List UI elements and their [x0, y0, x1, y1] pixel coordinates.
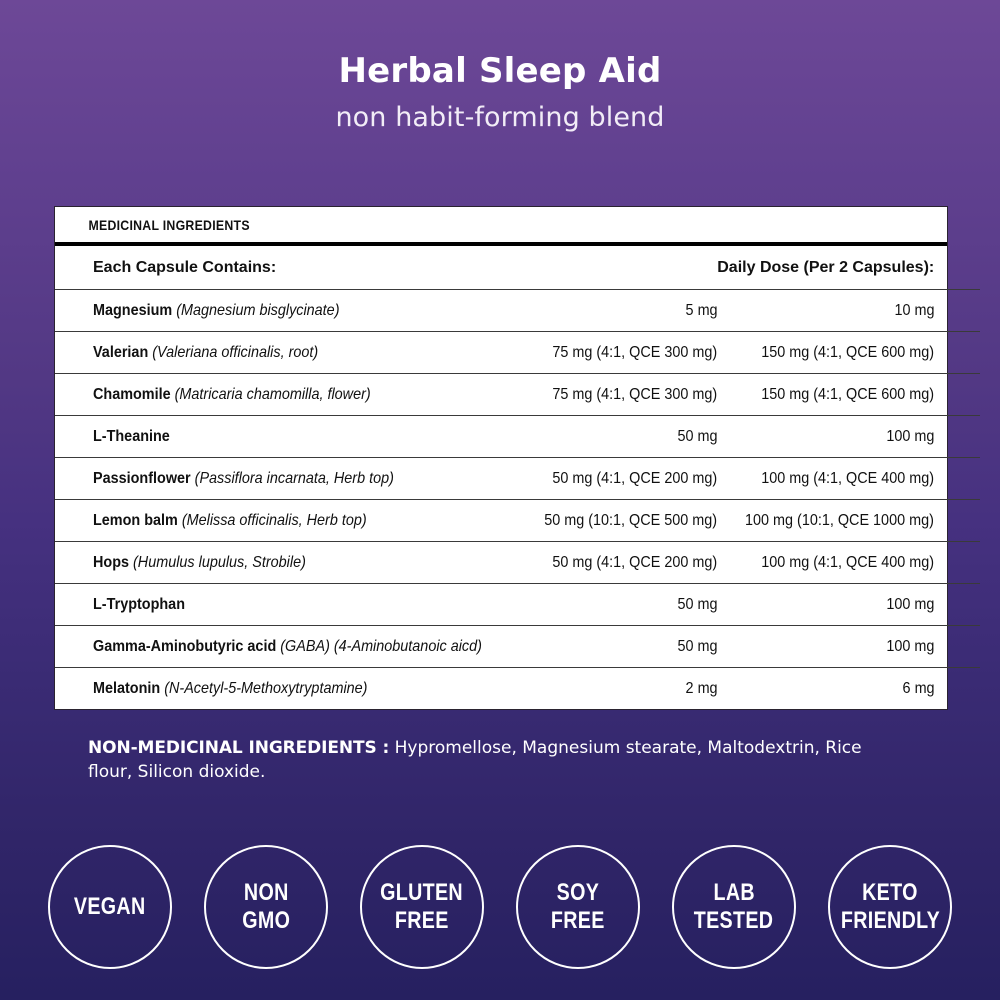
per-capsule-amount: 50 mg	[677, 596, 718, 613]
badge-line-2: TESTED	[694, 907, 774, 934]
badge-line-1: LAB	[713, 879, 755, 907]
daily-dose-amount: 100 mg (10:1, QCE 1000 mg)	[745, 512, 935, 529]
table-row	[55, 374, 980, 416]
ingredient-daily-dose-cell	[717, 290, 980, 332]
ingredient-name: Passionflower	[93, 470, 191, 487]
column-header-each	[525, 246, 717, 290]
per-capsule-amount: 75 mg (4:1, QCE 300 mg)	[552, 386, 718, 403]
ingredient-daily-dose-cell	[717, 332, 980, 374]
page-title: Herbal Sleep Aid	[338, 51, 662, 91]
badge-vegan	[48, 845, 172, 969]
certification-badges	[0, 845, 1000, 969]
ingredient-daily-dose-cell	[717, 584, 980, 626]
non-medicinal-ingredients	[88, 736, 900, 784]
ingredient-name-cell	[55, 332, 525, 374]
daily-dose-amount: 6 mg	[902, 680, 935, 697]
badge-line-2: FREE	[551, 907, 605, 934]
ingredient-daily-dose-cell	[717, 542, 980, 584]
medicinal-ingredients-panel	[54, 206, 948, 710]
ingredient-per-capsule-cell	[525, 626, 717, 668]
ingredient-daily-dose-cell	[717, 668, 980, 710]
badge-line-2: GMO	[242, 907, 290, 934]
table-row	[55, 500, 980, 542]
badge-line-2: FRIENDLY	[840, 907, 940, 934]
daily-dose-amount: 100 mg	[886, 428, 935, 445]
ingredient-scientific-name: (Melissa officinalis, Herb top)	[181, 512, 367, 529]
ingredients-table-body	[55, 246, 980, 709]
non-medicinal-text: Hypromellose, Magnesium stearate, Maltodextrin, Rice flour, Silicon dioxide.	[88, 738, 862, 783]
daily-dose-amount: 150 mg (4:1, QCE 600 mg)	[761, 344, 935, 361]
ingredient-per-capsule-cell	[525, 332, 717, 374]
per-capsule-amount: 50 mg	[677, 638, 718, 655]
ingredient-daily-dose-cell	[717, 458, 980, 500]
ingredient-per-capsule-cell	[525, 458, 717, 500]
ingredient-daily-dose-cell	[717, 374, 980, 416]
page-subtitle: non habit-forming blend	[335, 102, 665, 134]
ingredient-per-capsule-cell	[525, 542, 717, 584]
ingredient-per-capsule-cell	[525, 416, 717, 458]
ingredient-name: Hops	[93, 554, 129, 571]
table-row	[55, 458, 980, 500]
daily-dose-amount: 100 mg	[886, 638, 935, 655]
ingredient-name: Magnesium	[93, 302, 173, 319]
ingredient-scientific-name: (Humulus lupulus, Strobile)	[133, 554, 306, 571]
ingredient-name: L-Tryptophan	[93, 596, 185, 613]
label-header	[0, 0, 1000, 133]
ingredient-name: Lemon balm	[93, 512, 178, 529]
badge-line-1: SOY	[556, 879, 600, 907]
table-row	[55, 290, 980, 332]
table-row	[55, 332, 980, 374]
ingredient-name-cell	[55, 668, 525, 710]
ingredient-per-capsule-cell	[525, 500, 717, 542]
per-capsule-amount: 5 mg	[685, 302, 718, 319]
ingredient-scientific-name: (GABA) (4-Aminobutanoic aicd)	[280, 638, 482, 655]
badge-lab	[672, 845, 796, 969]
ingredient-name: L-Theanine	[93, 428, 170, 445]
per-capsule-amount: 50 mg (4:1, QCE 200 mg)	[552, 554, 718, 571]
ingredient-scientific-name: (Passiflora incarnata, Herb top)	[194, 470, 394, 487]
ingredient-scientific-name: (Magnesium bisglycinate)	[176, 302, 340, 319]
badge-line-1: VEGAN	[74, 893, 146, 921]
badge-gluten	[360, 845, 484, 969]
ingredients-table	[55, 246, 980, 709]
badge-soy	[516, 845, 640, 969]
badge-line-2: FREE	[395, 907, 449, 934]
badge-line-1: KETO	[862, 879, 918, 907]
per-capsule-amount: 75 mg (4:1, QCE 300 mg)	[552, 344, 718, 361]
ingredient-name-cell	[55, 542, 525, 584]
daily-dose-amount: 100 mg (4:1, QCE 400 mg)	[761, 554, 935, 571]
badge-line-1: NON	[243, 879, 289, 907]
table-row	[55, 626, 980, 668]
ingredient-scientific-name: (N-Acetyl-5-Methoxytryptamine)	[164, 680, 368, 697]
ingredient-daily-dose-cell	[717, 626, 980, 668]
table-row	[55, 416, 980, 458]
ingredient-name-cell	[55, 584, 525, 626]
badge-keto	[828, 845, 952, 969]
per-capsule-amount: 2 mg	[685, 680, 718, 697]
ingredient-per-capsule-cell	[525, 668, 717, 710]
table-row	[55, 542, 980, 584]
ingredient-name-cell	[55, 458, 525, 500]
ingredient-per-capsule-cell	[525, 584, 717, 626]
daily-dose-amount: 150 mg (4:1, QCE 600 mg)	[761, 386, 935, 403]
ingredient-name-cell	[55, 374, 525, 416]
ingredient-name-cell	[55, 626, 525, 668]
ingredient-name-cell	[55, 416, 525, 458]
ingredient-daily-dose-cell	[717, 500, 980, 542]
ingredient-name-cell	[55, 290, 525, 332]
ingredient-per-capsule-cell	[525, 374, 717, 416]
per-capsule-amount: 50 mg (4:1, QCE 200 mg)	[552, 470, 718, 487]
ingredient-per-capsule-cell	[525, 290, 717, 332]
ingredient-name: Melatonin	[93, 680, 161, 697]
table-column-header-row	[55, 246, 980, 290]
table-row	[55, 584, 980, 626]
non-medicinal-label: NON-MEDICINAL INGREDIENTS :	[88, 738, 390, 758]
ingredient-name: Chamomile	[93, 386, 171, 403]
ingredient-scientific-name: (Valeriana officinalis, root)	[152, 344, 319, 361]
daily-dose-amount: 100 mg (4:1, QCE 400 mg)	[761, 470, 935, 487]
per-capsule-amount: 50 mg	[677, 428, 718, 445]
per-capsule-amount: 50 mg (10:1, QCE 500 mg)	[544, 512, 718, 529]
badge-non	[204, 845, 328, 969]
column-header-name: Each Capsule Contains:	[93, 259, 277, 276]
ingredient-scientific-name: (Matricaria chamomilla, flower)	[174, 386, 371, 403]
badge-line-1: GLUTEN	[380, 879, 464, 907]
ingredient-name: Valerian	[93, 344, 149, 361]
ingredient-daily-dose-cell	[717, 416, 980, 458]
section-label: MEDICINAL INGREDIENTS	[88, 217, 250, 233]
column-header-daily: Daily Dose (Per 2 Capsules):	[717, 259, 935, 276]
table-row	[55, 668, 980, 710]
daily-dose-amount: 10 mg	[894, 302, 935, 319]
ingredient-name-cell	[55, 500, 525, 542]
daily-dose-amount: 100 mg	[886, 596, 935, 613]
ingredient-name: Gamma-Aminobutyric acid	[93, 638, 277, 655]
